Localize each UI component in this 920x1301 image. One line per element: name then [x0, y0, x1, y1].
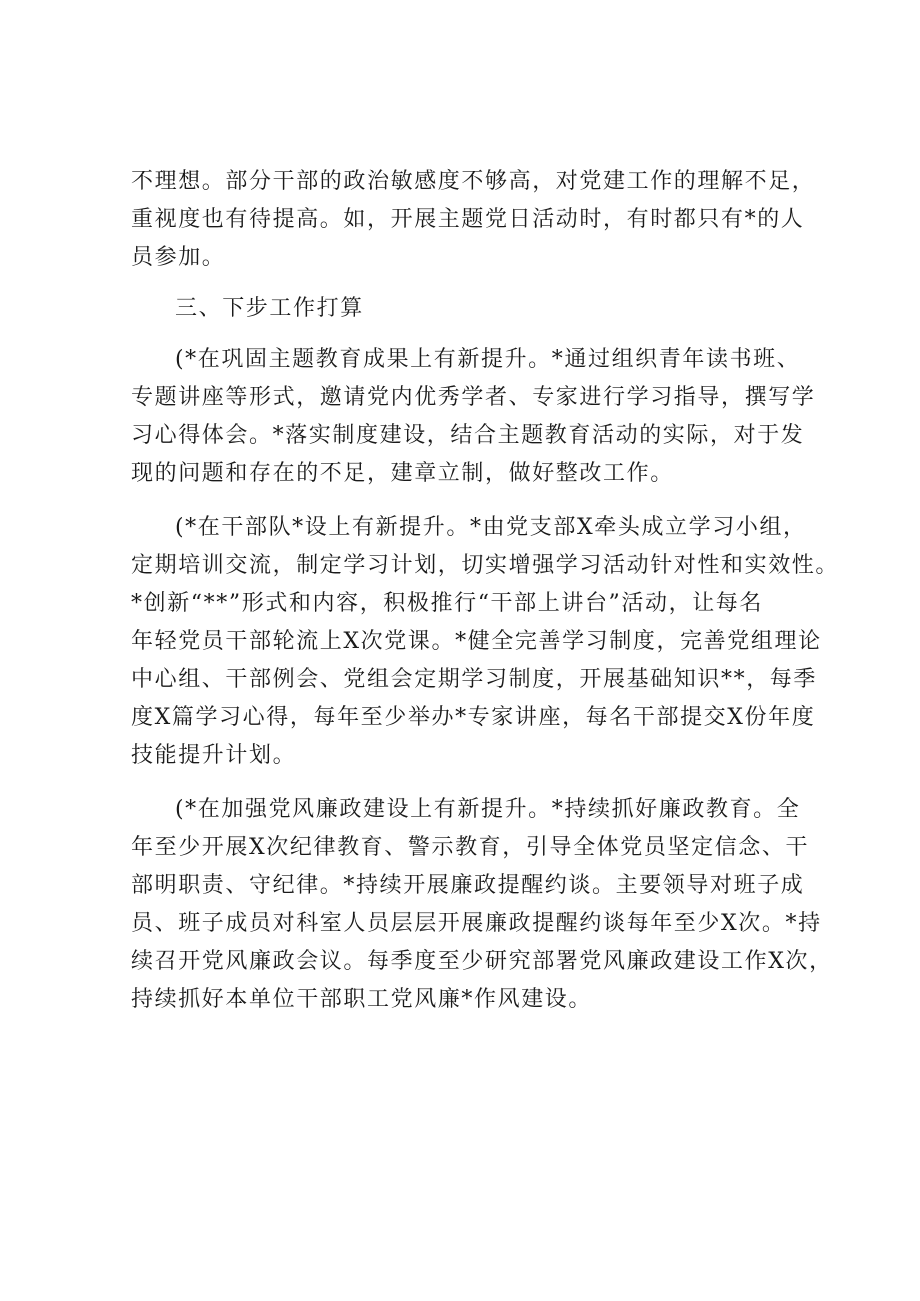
- paragraph-3: [131, 791, 833, 1019]
- text-line: 部明职责、守纪律。*持续开展廉政提醒约谈。主要领导对班子成: [131, 873, 805, 898]
- text-line: 专题讲座等形式，邀请党内优秀学者、专家进行学习指导，撰写学: [131, 385, 816, 410]
- text-line: 员参加。: [131, 245, 226, 270]
- paragraph-1: [131, 341, 816, 493]
- text-line: 不理想。部分干部的政治敏感度不够高，对党建工作的理解不足，: [131, 169, 816, 194]
- text-line: 习心得体会。*落实制度建设，结合主题教育活动的实际，对于发: [131, 423, 805, 448]
- text-line: (*在干部队*设上有新提升。*由党支部X牵头成立学习小组，: [175, 515, 807, 540]
- text-line: 续召开党风廉政会议。每季度至少研究部署党风廉政建设工作X次，: [131, 949, 833, 974]
- text-line: (*在巩固主题教育成果上有新提升。*通过组织青年读书班、: [175, 347, 801, 372]
- document-body: [131, 163, 840, 1019]
- text-line: (*在加强党风廉政建设上有新提升。*持续抓好廉政教育。全: [175, 797, 801, 822]
- intro-paragraph: [131, 163, 816, 277]
- text-line: 度X篇学习心得，每年至少举办*专家讲座，每名干部提交X份年度: [131, 705, 816, 730]
- text-line: 重视度也有待提高。如，开展主题党日活动时，有时都只有*的人: [131, 207, 805, 232]
- text-line: 年至少开展X次纪律教育、警示教育，引导全体党员坚定信念、干: [131, 835, 810, 860]
- paragraph-2: [131, 509, 840, 775]
- section-heading: 三、下步工作打算: [175, 296, 364, 321]
- text-line: 年轻党员干部轮流上X次党课。*健全完善学习制度，完善党组理论: [131, 629, 822, 654]
- text-line: 现的问题和存在的不足，建章立制，做好整改工作。: [131, 461, 674, 486]
- text-line: *创新“**”形式和内容，积极推行“干部上讲台”活动，让每名: [131, 591, 763, 616]
- text-line: 持续抓好本单位干部职工党风廉*作风建设。: [131, 987, 593, 1012]
- text-line: 中心组、干部例会、党组会定期学习制度，开展基础知识**，每季: [131, 667, 818, 692]
- text-line: 定期培训交流，制定学习计划，切实增强学习活动针对性和实效性。: [131, 553, 840, 578]
- text-line: 技能提升计划。: [131, 743, 297, 768]
- text-line: 员、班子成员对科室人员层层开展廉政提醒约谈每年至少X次。*持: [131, 911, 822, 936]
